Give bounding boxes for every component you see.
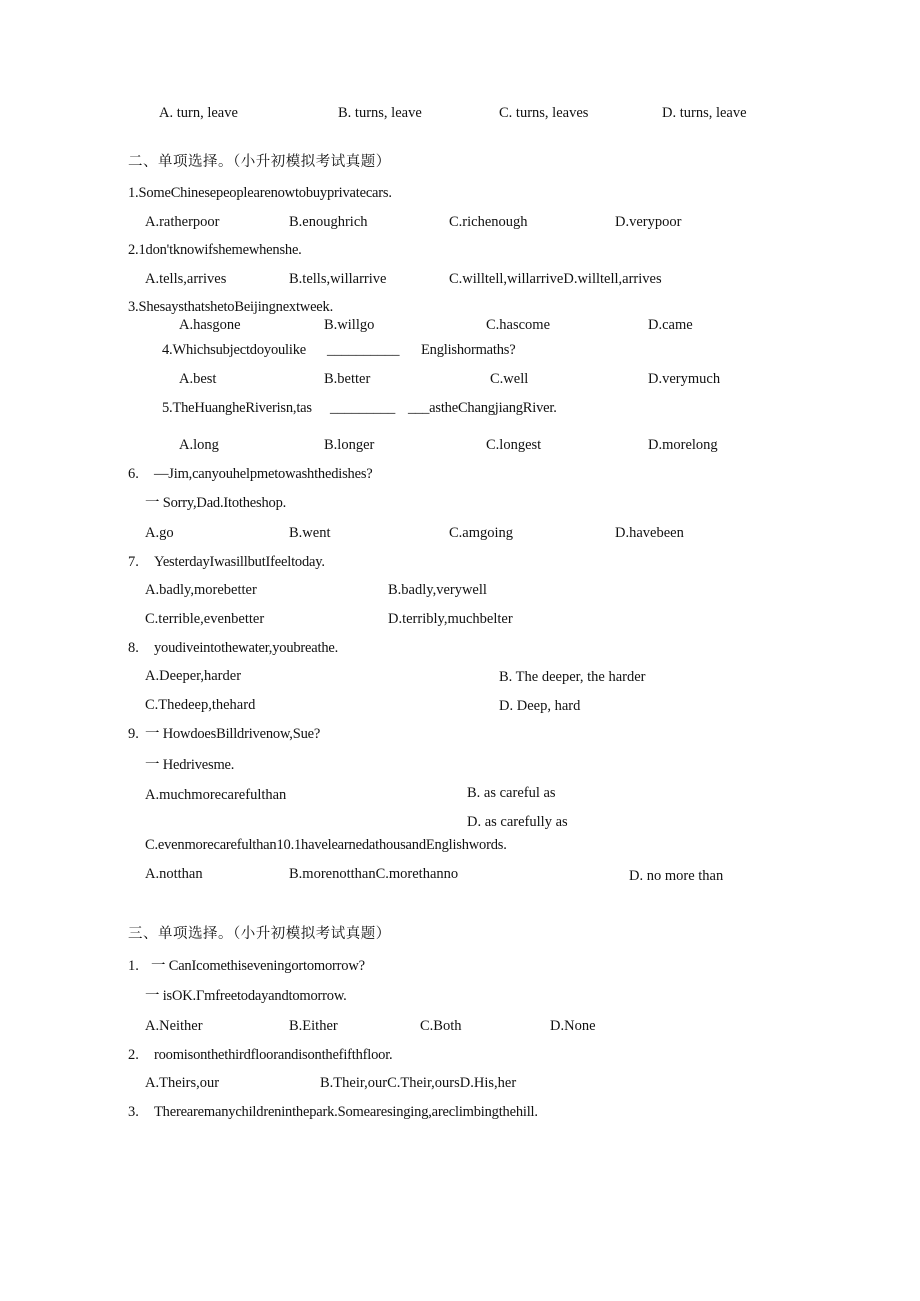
option-b-c: B.morenotthanC.morethanno [289, 866, 459, 882]
question-number: 2. [128, 1047, 139, 1063]
option-c: C.longest [486, 437, 542, 453]
option-a: A.Neither [145, 1018, 203, 1034]
question-stem: YesterdayIwasillbutIfeeltoday. [154, 554, 325, 570]
option-b: B. turns, leave [338, 105, 422, 121]
option-b: B.enoughrich [289, 214, 368, 230]
option-d: D.came [648, 317, 693, 333]
question-number: 7. [128, 554, 139, 570]
question-stem: 3.ShesaysthatshetoBeijingnextweek. [128, 299, 334, 315]
question-stem-end: Englishormaths? [421, 342, 516, 358]
question-stem: 一 CanIcomethiseveningortomorrow? [151, 958, 365, 974]
option-d: D. turns, leave [662, 105, 747, 121]
option-b: B.better [324, 371, 371, 387]
question-stem: 4.Whichsubjectdoyoulike [162, 342, 306, 358]
question-stem: 2.1don'tknowifshemewhenshe. [128, 242, 302, 258]
question-number: 6. [128, 466, 139, 482]
section-heading: 三、单项选择。（小升初模拟考试真题） [128, 926, 391, 942]
option-b: B.longer [324, 437, 375, 453]
option-a: A.tells,arrives [145, 271, 227, 287]
option-d: D. no more than [629, 868, 724, 884]
answer-blank: __________ [327, 342, 400, 358]
option-d: D.verymuch [648, 371, 721, 387]
option-b: B.badly,verywell [388, 582, 487, 598]
section-heading: 二、单项选择。（小升初模拟考试真题） [128, 154, 391, 170]
option-b: B. The deeper, the harder [499, 669, 646, 685]
option-d: D.morelong [648, 437, 718, 453]
option-b: B.went [289, 525, 331, 541]
option-a: A.best [179, 371, 217, 387]
question-number: 8. [128, 640, 139, 656]
option-c: C. turns, leaves [499, 105, 589, 121]
question-stem: 1.SomeChinesepeoplearenowtobuyprivatecars. [128, 185, 392, 201]
option-b: B.willgo [324, 317, 375, 333]
question-number: 1. [128, 958, 139, 974]
option-b: B.tells,willarrive [289, 271, 387, 287]
question-stem-end: ___astheChangjiangRiver. [408, 400, 557, 416]
option-b-c-d: B.Their,ourC.Their,oursD.His,her [320, 1075, 517, 1091]
option-a: A.badly,morebetter [145, 582, 257, 598]
question-stem: youdiveintothewater,youbreathe. [154, 640, 339, 656]
question-reply: 一 isOK.Γmfreetodayandtomorrow. [145, 988, 347, 1004]
option-a: A.go [145, 525, 174, 541]
option-c-d: C.willtell,willarriveD.willtell,arrives [449, 271, 662, 287]
question-stem: 5.TheHuangheRiverisn,tas [162, 400, 312, 416]
question-number: 9. [128, 726, 139, 742]
option-a: A.notthan [145, 866, 203, 882]
option-a: A.muchmorecarefulthan [145, 787, 287, 803]
option-c: C.richenough [449, 214, 528, 230]
option-c: C.hascome [486, 317, 551, 333]
option-a: A.Theirs,our [145, 1075, 220, 1091]
question-stem: —Jim,canyouhelpmetowashthedishes? [154, 466, 373, 482]
option-d: D.havebeen [615, 525, 684, 541]
question-number: 3. [128, 1104, 139, 1120]
option-d: D. as carefully as [467, 814, 568, 830]
option-a: A.hasgone [179, 317, 241, 333]
option-a: A.Deeper,harder [145, 668, 242, 684]
question-stem: roomisonthethirdfloorandisonthefifthfloor. [154, 1047, 393, 1063]
option-d: D.verypoor [615, 214, 682, 230]
question-reply: 一 Hedrivesme. [145, 757, 235, 773]
option-c: C.Thedeep,thehard [145, 697, 256, 713]
option-a: A.ratherpoor [145, 214, 220, 230]
question-stem: 一 HowdoesBilldrivenow,Sue? [145, 726, 321, 742]
option-c: C.terrible,evenbetter [145, 611, 265, 627]
option-a: A. turn, leave [159, 105, 238, 121]
option-c-and-question-10: C.evenmorecarefulthan10.1havelearnedathousandEnglishwords. [145, 837, 507, 853]
option-b: B.Either [289, 1018, 338, 1034]
question-stem: Therearemanychildreninthepark.Somearesinging,areclimbingthehill. [154, 1104, 538, 1120]
option-c: C.amgoing [449, 525, 514, 541]
option-d: D.None [550, 1018, 596, 1034]
option-d: D.terribly,muchbelter [388, 611, 513, 627]
option-a: A.long [179, 437, 219, 453]
option-b: B. as careful as [467, 785, 556, 801]
option-c: C.well [490, 371, 529, 387]
option-c: C.Both [420, 1018, 462, 1034]
option-d: D. Deep, hard [499, 698, 581, 714]
question-reply: 一 Sorry,Dad.Itotheshop. [145, 495, 287, 511]
answer-blank: _________ [330, 400, 396, 416]
